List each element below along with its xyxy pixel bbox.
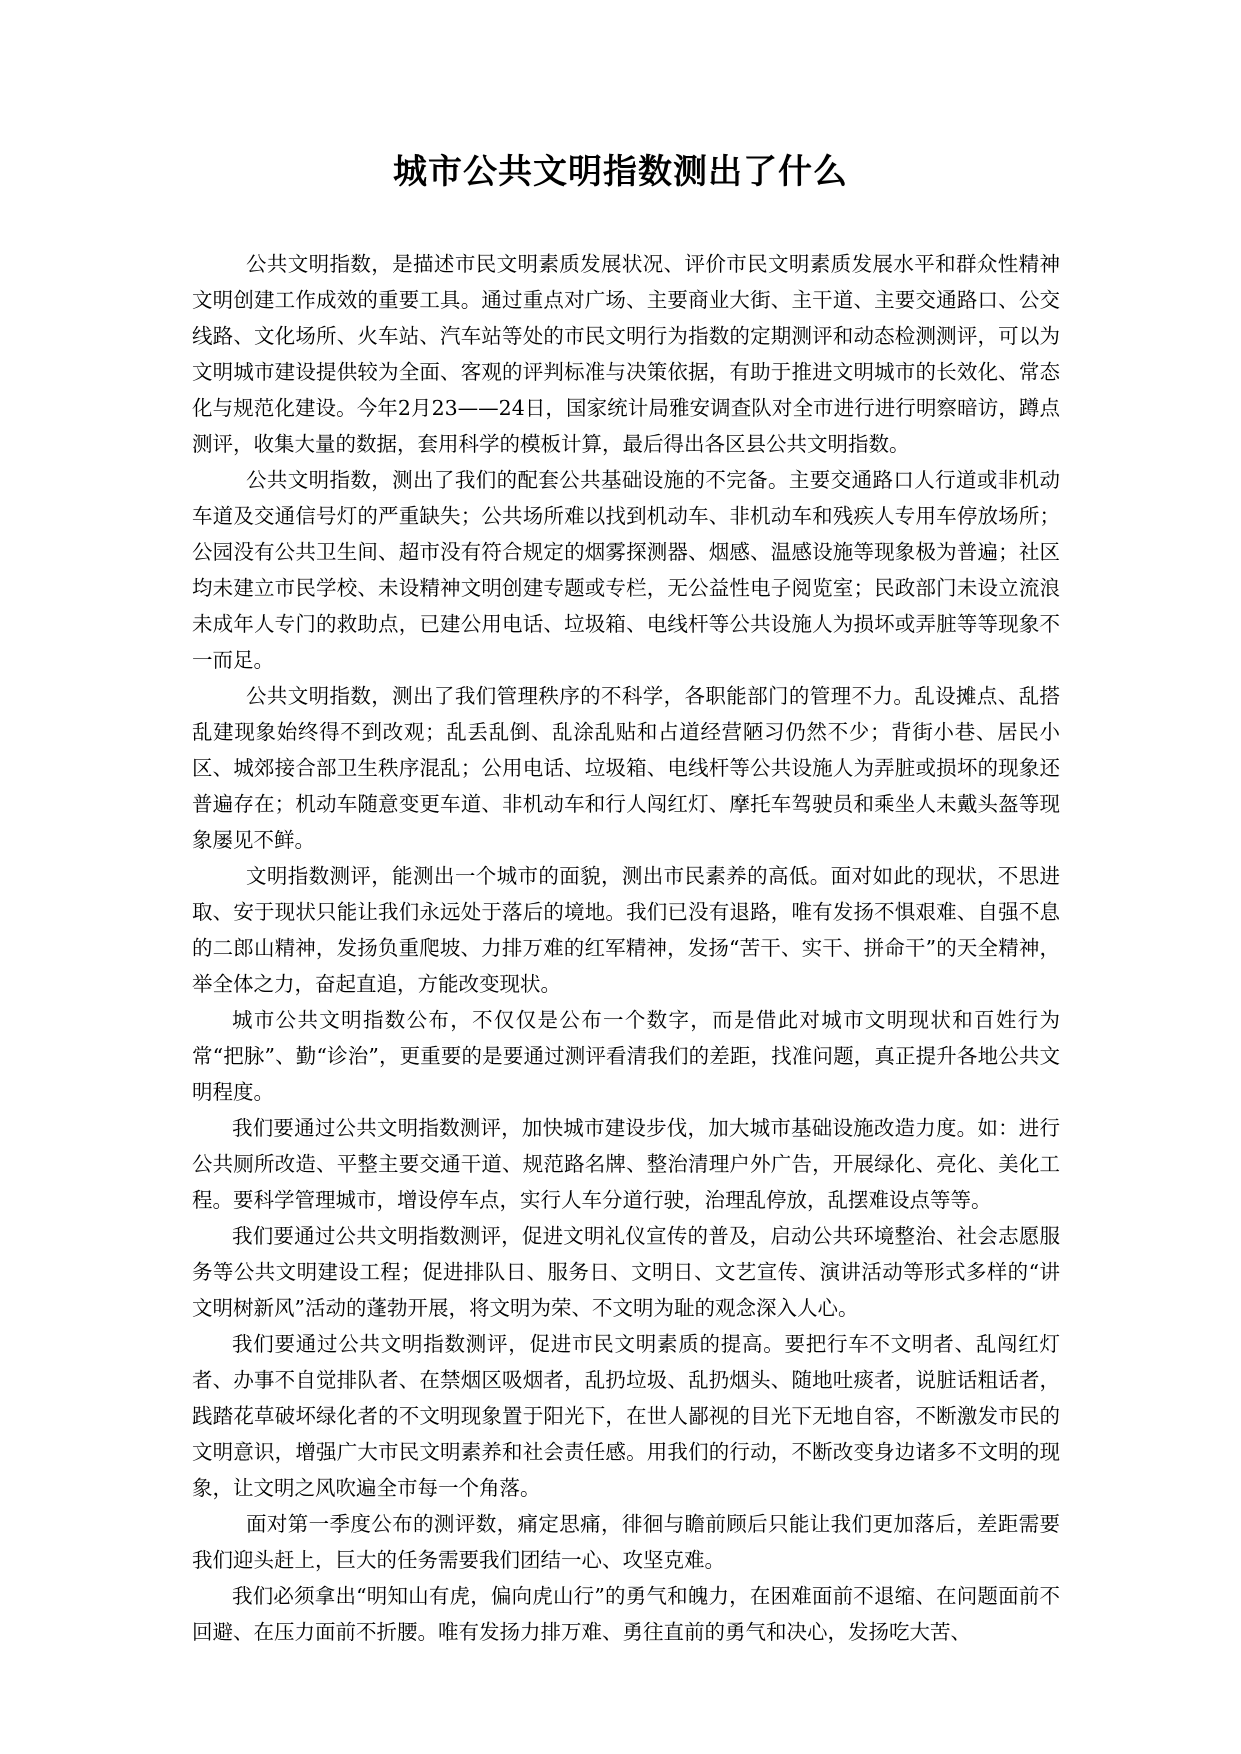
paragraph-6: 我们要通过公共文明指数测评，加快城市建设步伐，加大城市基础设施改造力度。如：进行公共厕所改造、平整主要交通干道、规范路名牌、整治清理户外广告，开展绿化、亮化、美化工程。要科学管理城市，增设停车点，实行人车分道行驶，治理乱停放，乱摆难设点等等。 <box>192 1116 1060 1212</box>
paragraph-4: 文明指数测评，能测出一个城市的面貌，测出市民素养的高低。面对如此的现状，不思进取、安于现状只能让我们永远处于落后的境地。我们已没有退路，唯有发扬不惧艰难、自强不息的二郎山精神，发扬负重爬坡、力排万难的红军精神，发扬“苦干、实干、拼命干”的天全精神，举全体之力，奋起直追，方能改变现状。 <box>192 864 1060 996</box>
paragraph-3: 公共文明指数，测出了我们管理秩序的不科学，各职能部门的管理不力。乱设摊点、乱搭乱建现象始终得不到改观；乱丢乱倒、乱涂乱贴和占道经营陋习仍然不少；背街小巷、居民小区、城郊接合部卫生秩序混乱；公用电话、垃圾箱、电线杆等公共设施人为弄脏或损坏的现象还普遍存在；机动车随意变更车道、非机动车和行人闯红灯、摩托车驾驶员和乘坐人未戴头盔等现象屡见不鲜。 <box>192 684 1060 852</box>
paragraph-2: 公共文明指数，测出了我们的配套公共基础设施的不完备。主要交通路口人行道或非机动车道及交通信号灯的严重缺失；公共场所难以找到机动车、非机动车和残疾人专用车停放场所；公园没有公共卫生间、超市没有符合规定的烟雾探测器、烟感、温感设施等现象极为普遍；社区均未建立市民学校、未设精神文明创建专题或专栏，无公益性电子阅览室；民政部门未设立流浪未成年人专门的救助点，已建公用电话、垃圾箱、电线杆等公共设施人为损坏或弄脏等等现象不一而足。 <box>192 468 1060 672</box>
paragraph-9: 面对第一季度公布的测评数，痛定思痛，徘徊与瞻前顾后只能让我们更加落后，差距需要我们迎头赶上，巨大的任务需要我们团结一心、攻坚克难。 <box>192 1512 1060 1572</box>
document-body <box>192 246 1060 1650</box>
paragraph-8: 我们要通过公共文明指数测评，促进市民文明素质的提高。要把行车不文明者、乱闯红灯者、办事不自觉排队者、在禁烟区吸烟者，乱扔垃圾、乱扔烟头、随地吐痰者，说脏话粗话者，践踏花草破坏绿化者的不文明现象置于阳光下，在世人鄙视的目光下无地自容，不断激发市民的文明意识，增强广大市民文明素养和社会责任感。用我们的行动，不断改变身边诸多不文明的现象，让文明之风吹遍全市每一个角落。 <box>192 1332 1060 1500</box>
document-title: 城市公共文明指数测出了什么 <box>393 152 848 192</box>
paragraph-1: 公共文明指数，是描述市民文明素质发展状况、评价市民文明素质发展水平和群众性精神文明创建工作成效的重要工具。通过重点对广场、主要商业大街、主干道、主要交通路口、公交线路、文化场所、火车站、汽车站等处的市民文明行为指数的定期测评和动态检测测评，可以为文明城市建设提供较为全面、客观的评判标准与决策依据，有助于推进文明城市的长效化、常态化与规范化建设。今年2月23——24日，国家统计局雅安调查队对全市进行进行明察暗访，蹲点测评，收集大量的数据，套用科学的模板计算，最后得出各区县公共文明指数。 <box>192 252 1060 456</box>
paragraph-7: 我们要通过公共文明指数测评，促进文明礼仪宣传的普及，启动公共环境整治、社会志愿服务等公共文明建设工程；促进排队日、服务日、文明日、文艺宣传、演讲活动等形式多样的“讲文明树新风”活动的蓬勃开展，将文明为荣、不文明为耻的观念深入人心。 <box>192 1224 1060 1320</box>
paragraph-5: 城市公共文明指数公布，不仅仅是公布一个数字，而是借此对城市文明现状和百姓行为常“把脉”、勤“诊治”，更重要的是要通过测评看清我们的差距，找准问题，真正提升各地公共文明程度。 <box>192 1008 1060 1104</box>
paragraph-10: 我们必须拿出“明知山有虎，偏向虎山行”的勇气和魄力，在困难面前不退缩、在问题面前不回避、在压力面前不折腰。唯有发扬力排万难、勇往直前的勇气和决心，发扬吃大苦、 <box>192 1584 1060 1644</box>
